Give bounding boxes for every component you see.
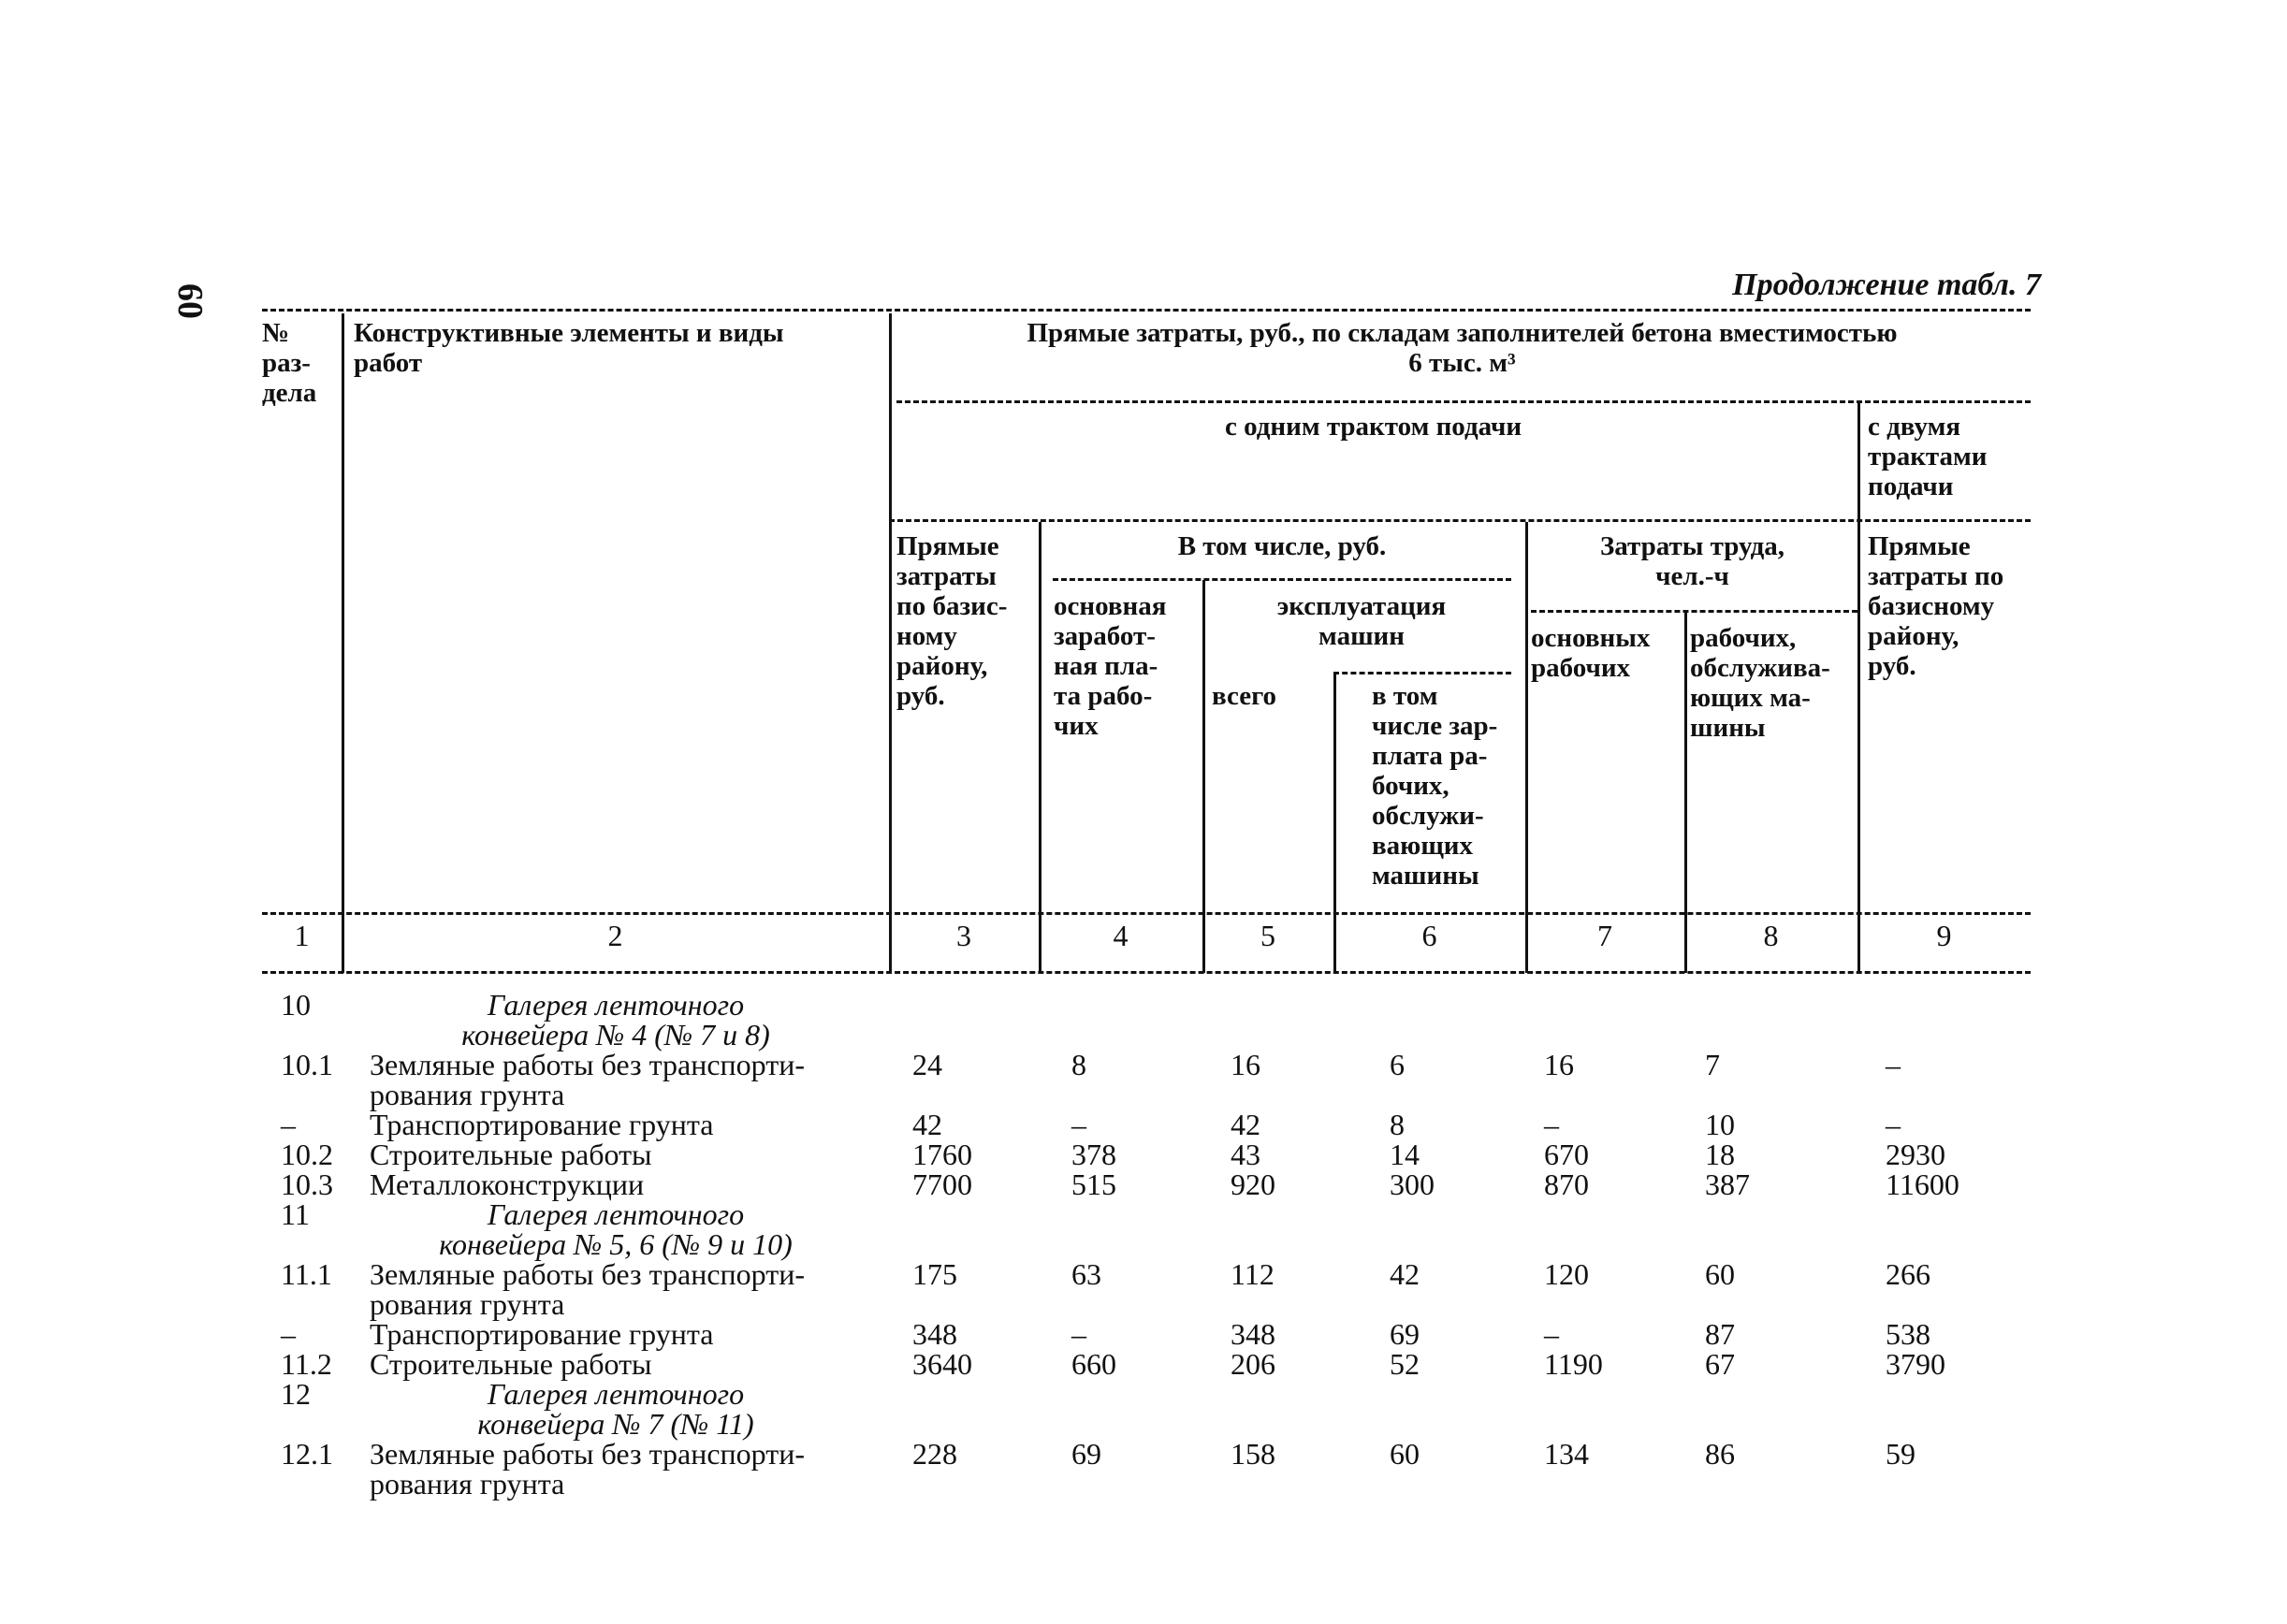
column-number-6: 6 xyxy=(1421,919,1437,952)
work-name-line: рования грунта xyxy=(370,1467,565,1501)
value-col-3: 24 xyxy=(912,1048,942,1081)
row-number: 10 xyxy=(281,988,311,1022)
rule-under-machines xyxy=(1333,672,1511,674)
row-number: 10.1 xyxy=(281,1048,333,1081)
value-col-8: 67 xyxy=(1705,1347,1735,1381)
value-col-7: 1190 xyxy=(1544,1347,1603,1381)
column-number-5: 5 xyxy=(1260,919,1275,952)
header-total: всего xyxy=(1212,681,1277,711)
row-number: – xyxy=(281,1317,296,1351)
rule-header-bottom xyxy=(262,912,2031,915)
work-name-line: Строительные работы xyxy=(370,1347,652,1381)
table-caption: Продолжение табл. 7 xyxy=(1732,268,2041,302)
value-col-9: 538 xyxy=(1886,1317,1930,1351)
value-col-9: – xyxy=(1886,1048,1901,1081)
row-number: 12.1 xyxy=(281,1437,333,1471)
value-col-4: 8 xyxy=(1071,1048,1086,1081)
rule-under-labor xyxy=(1531,610,1857,613)
value-col-7: 870 xyxy=(1544,1167,1589,1201)
vrule-1 xyxy=(342,313,344,973)
rule-numbers-bottom xyxy=(262,971,2031,974)
value-col-5: 16 xyxy=(1231,1048,1260,1081)
row-number: 11.2 xyxy=(281,1347,332,1381)
work-name-line: Земляные работы без транспорти- xyxy=(370,1257,806,1291)
row-number: 10.3 xyxy=(281,1167,333,1201)
column-number-2: 2 xyxy=(607,919,623,952)
value-col-5: 43 xyxy=(1231,1138,1260,1171)
work-name-line: Металлоконструкции xyxy=(370,1167,645,1201)
value-col-3: 1760 xyxy=(912,1138,972,1171)
work-name-line: рования грунта xyxy=(370,1078,565,1111)
column-number-1: 1 xyxy=(294,919,310,952)
header-labor-costs: Затраты труда, чел.-ч xyxy=(1599,531,1785,591)
section-title-line: Галерея ленточного xyxy=(487,1377,745,1411)
header-machine-operation: эксплуатация машин xyxy=(1276,591,1447,651)
header-one-tract: с одним трактом подачи xyxy=(1224,412,1522,442)
work-name-line: Земляные работы без транспорти- xyxy=(370,1437,806,1471)
row-number: 10.2 xyxy=(281,1138,333,1171)
value-col-3: 228 xyxy=(912,1437,957,1471)
column-number-9: 9 xyxy=(1936,919,1952,952)
section-title-line: конвейера № 4 (№ 7 и 8) xyxy=(461,1018,770,1051)
header-machine-workers: рабочих, обслужива- ющих ма- шины xyxy=(1690,623,1830,743)
vrule-4 xyxy=(1202,580,1205,973)
value-col-7: 120 xyxy=(1544,1257,1589,1291)
value-col-7: – xyxy=(1544,1317,1559,1351)
section-title-line: Галерея ленточного xyxy=(487,1197,745,1231)
value-col-6: 300 xyxy=(1390,1167,1435,1201)
column-number-7: 7 xyxy=(1597,919,1612,952)
value-col-5: 42 xyxy=(1231,1108,1260,1141)
value-col-7: – xyxy=(1544,1108,1559,1141)
section-title-line: конвейера № 5, 6 (№ 9 и 10) xyxy=(439,1227,793,1261)
value-col-9: 11600 xyxy=(1886,1167,1959,1201)
vrule-3 xyxy=(1039,522,1042,973)
page-number: 60 xyxy=(170,283,210,319)
value-col-4: 63 xyxy=(1071,1257,1101,1291)
value-col-6: 6 xyxy=(1390,1048,1405,1081)
work-name-line: Земляные работы без транспорти- xyxy=(370,1048,806,1081)
header-direct-costs-9: Прямые затраты по базисному району, руб. xyxy=(1868,531,2004,681)
value-col-3: 348 xyxy=(912,1317,957,1351)
value-col-6: 42 xyxy=(1390,1257,1420,1291)
column-number-8: 8 xyxy=(1763,919,1779,952)
value-col-6: 52 xyxy=(1390,1347,1420,1381)
rule-under-including xyxy=(1053,578,1511,581)
value-col-8: 7 xyxy=(1705,1048,1720,1081)
work-name-line: Транспортирование грунта xyxy=(370,1317,714,1351)
value-col-5: 206 xyxy=(1231,1347,1275,1381)
column-number-4: 4 xyxy=(1113,919,1129,952)
value-col-5: 348 xyxy=(1231,1317,1275,1351)
value-col-4: 378 xyxy=(1071,1138,1116,1171)
header-structural-elements: Конструктивные элементы и виды работ xyxy=(354,318,784,378)
rule-under-main xyxy=(896,400,2031,403)
value-col-7: 16 xyxy=(1544,1048,1574,1081)
value-col-9: – xyxy=(1886,1108,1901,1141)
value-col-6: 8 xyxy=(1390,1108,1405,1141)
value-col-4: – xyxy=(1071,1317,1086,1351)
column-number-3: 3 xyxy=(956,919,971,952)
vrule-2 xyxy=(889,313,892,973)
header-including-rub: В том числе, руб. xyxy=(1177,531,1387,561)
value-col-8: 387 xyxy=(1705,1167,1750,1201)
value-col-4: – xyxy=(1071,1108,1086,1141)
value-col-5: 158 xyxy=(1231,1437,1275,1471)
work-name-line: Строительные работы xyxy=(370,1138,652,1171)
header-direct-costs-main: Прямые затраты, руб., по складам заполнителей бетона вместимостью 6 тыс. м³ xyxy=(1027,318,1898,378)
header-direct-costs-base: Прямые затраты по базис- ному району, руб. xyxy=(896,531,1008,711)
value-col-5: 112 xyxy=(1231,1257,1275,1291)
header-two-tracts: с двумя трактами подачи xyxy=(1868,412,1988,501)
work-name-line: Транспортирование грунта xyxy=(370,1108,714,1141)
value-col-3: 42 xyxy=(912,1108,942,1141)
value-col-4: 515 xyxy=(1071,1167,1116,1201)
vrule-8 xyxy=(1857,402,1860,973)
value-col-5: 920 xyxy=(1231,1167,1275,1201)
value-col-7: 134 xyxy=(1544,1437,1589,1471)
work-name-line: рования грунта xyxy=(370,1287,565,1321)
value-col-7: 670 xyxy=(1544,1138,1589,1171)
value-col-9: 266 xyxy=(1886,1257,1930,1291)
value-col-6: 60 xyxy=(1390,1437,1420,1471)
section-title-line: Галерея ленточного xyxy=(487,988,745,1022)
value-col-6: 14 xyxy=(1390,1138,1420,1171)
vrule-6 xyxy=(1525,522,1528,973)
value-col-3: 3640 xyxy=(912,1347,972,1381)
value-col-4: 660 xyxy=(1071,1347,1116,1381)
value-col-8: 18 xyxy=(1705,1138,1735,1171)
value-col-8: 87 xyxy=(1705,1317,1735,1351)
value-col-9: 2930 xyxy=(1886,1138,1945,1171)
value-col-8: 60 xyxy=(1705,1257,1735,1291)
row-number: – xyxy=(281,1108,296,1141)
value-col-8: 10 xyxy=(1705,1108,1735,1141)
row-number: 11.1 xyxy=(281,1257,332,1291)
header-basic-workers: основных рабочих xyxy=(1531,623,1651,683)
row-number: 12 xyxy=(281,1377,311,1411)
header-basic-wage: основная заработ- ная пла- та рабо- чих xyxy=(1054,591,1167,741)
header-incl-wage: в том числе зар- плата ра- бочих, обслужи- вающих машины xyxy=(1372,681,1498,891)
value-col-4: 69 xyxy=(1071,1437,1101,1471)
value-col-9: 59 xyxy=(1886,1437,1916,1471)
header-section-number: № раз- дела xyxy=(262,318,317,408)
value-col-9: 3790 xyxy=(1886,1347,1945,1381)
value-col-8: 86 xyxy=(1705,1437,1735,1471)
value-col-6: 69 xyxy=(1390,1317,1420,1351)
value-col-3: 7700 xyxy=(912,1167,972,1201)
value-col-3: 175 xyxy=(912,1257,957,1291)
section-title-line: конвейера № 7 (№ 11) xyxy=(477,1407,754,1441)
row-number: 11 xyxy=(281,1197,310,1231)
rule-top xyxy=(262,309,2031,312)
